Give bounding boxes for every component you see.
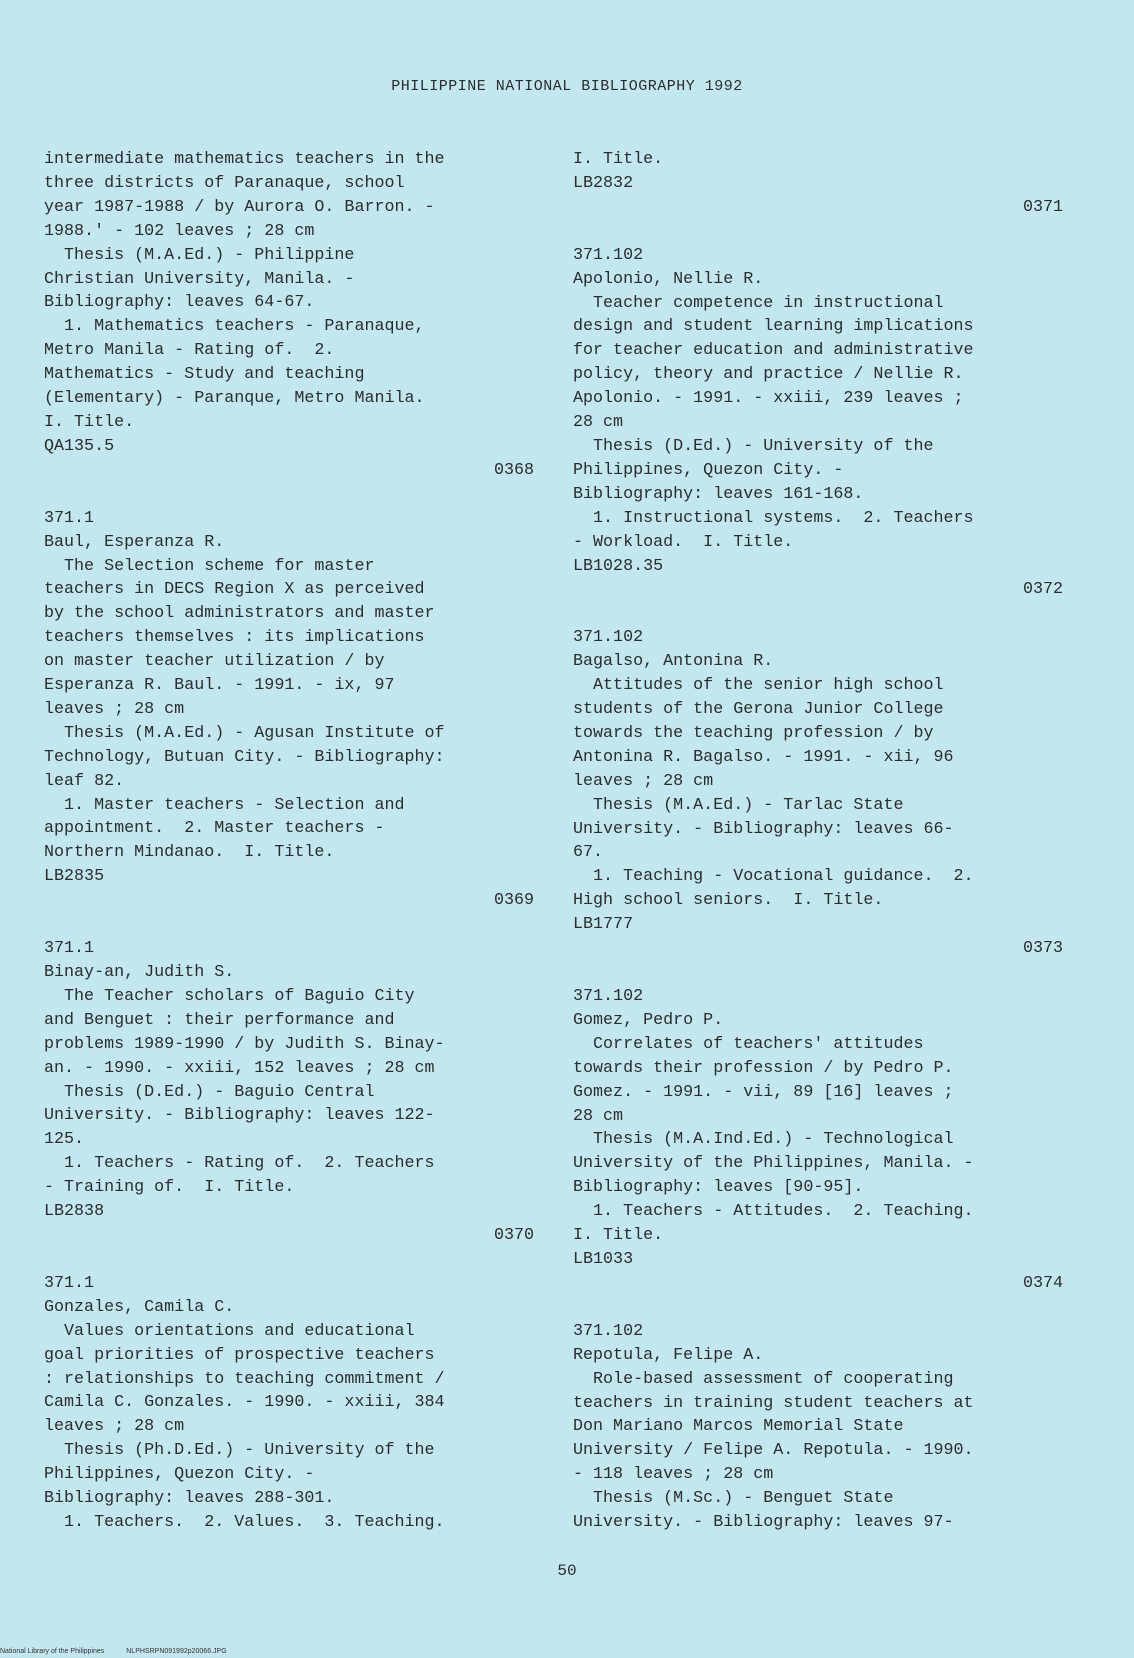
entry-line: an. - 1990. - xxiii, 152 leaves ; 28 cm [44, 1058, 435, 1078]
entry-line: on master teacher utilization / by [44, 652, 385, 672]
footer-library: National Library of the Philippines [0, 1648, 105, 1655]
entry-line: Teacher competence in instructional [573, 293, 944, 313]
entry-line: University. - Bibliography: leaves 97- [573, 1513, 954, 1533]
entry-line: Philippines, Quezon City. - [44, 1465, 315, 1485]
entry-line: 371.102 [573, 987, 644, 1006]
entry-line: design and student learning implications [573, 317, 974, 337]
entry-line: Thesis (M.A.Ed.) - Tarlac State [573, 795, 904, 815]
entry-line: Gomez, Pedro P. [573, 1010, 724, 1030]
entry-line: Antonina R. Bagalso. - 1991. - xii, 96 [573, 747, 954, 767]
footer-file: NLPHSRPN091992p20066.JPG [126, 1648, 227, 1655]
entry-line: LB1033 [573, 1249, 634, 1269]
entry-line: problems 1989-1990 / by Judith S. Binay- [44, 1034, 445, 1054]
entry-line: Apolonio, Nellie R. [573, 269, 764, 289]
entry-line: Philippines, Quezon City. - [573, 460, 844, 480]
entry-number: 0370 [493, 1225, 534, 1245]
entry-line: 1. Teachers - Rating of. 2. Teachers [44, 1154, 435, 1174]
entry-line: appointment. 2. Master teachers - [44, 819, 385, 839]
entry-line: three districts of Paranaque, school [44, 173, 405, 193]
entry-line: 67. [573, 843, 604, 863]
entry-line: teachers in training student teachers at [573, 1393, 974, 1413]
entry-line: 1. Teachers. 2. Values. 3. Teaching. [44, 1512, 445, 1532]
page-header: PHILIPPINE NATIONAL BIBLIOGRAPHY 1992 [391, 78, 743, 95]
entry-line: University. - Bibliography: leaves 122- [44, 1106, 435, 1126]
entry-line: I. Title. [573, 1226, 664, 1246]
entry-line: Binay-an, Judith S. [44, 963, 235, 982]
entry-line: towards the teaching profession / by [573, 723, 934, 743]
entry-line: Attitudes of the senior high school [573, 676, 944, 696]
entry-line: Thesis (M.A.Ed.) - Agusan Institute of [44, 723, 445, 743]
entry-line: University of the Philippines, Manila. - [573, 1154, 974, 1174]
bibliography-entry [44, 507, 534, 890]
entry-line: Camila C. Gonzales. - 1990. - xxiii, 384 [44, 1393, 445, 1413]
entry-line: Thesis (D.Ed.) - University of the [573, 436, 934, 456]
continued-entry [44, 148, 534, 459]
entry-line: Thesis (Ph.D.Ed.) - University of the [44, 1441, 435, 1461]
entry-line: LB2838 [44, 1202, 105, 1222]
entry-line: 371.1 [44, 939, 95, 959]
entry-line: goal priorities of prospective teachers [44, 1345, 435, 1365]
entry-line: Role-based assessment of cooperating [573, 1369, 954, 1389]
entry-line: Mathematics - Study and teaching [44, 365, 365, 385]
entry-number: 0373 [1022, 939, 1063, 959]
entry-line: 371.102 [573, 628, 644, 648]
entry-line: (Elementary) - Paranque, Metro Manila. [44, 389, 425, 409]
entry-line: teachers in DECS Region X as perceived [44, 580, 425, 600]
entry-line: I. Title. [44, 412, 135, 432]
entry-line: for teacher education and administrative [573, 341, 974, 361]
entry-line: teachers themselves : its implications [44, 628, 425, 648]
entry-line: by the school administrators and master [44, 604, 435, 624]
entry-line: Northern Mindanao. I. Title. [44, 843, 335, 863]
entry-line: leaf 82. [44, 771, 125, 791]
entry-line: Thesis (M.A.Ind.Ed.) - Technological [573, 1130, 954, 1150]
entry-line: Metro Manila - Rating of. 2. [44, 341, 335, 361]
entry-line: towards their profession / by Pedro P. [573, 1058, 954, 1078]
entry-number: 0374 [1022, 1273, 1063, 1293]
entry-line: LB1777 [573, 915, 634, 935]
entry-line: 371.1 [44, 508, 95, 528]
entry-line: LB1028.35 [573, 556, 664, 576]
entry-line: I. Title. [573, 150, 664, 169]
entry-line: - Training of. I. Title. [44, 1178, 295, 1198]
entry-line: Gonzales, Camila C. [44, 1297, 235, 1317]
entry-line: 1. Teachers - Attitudes. 2. Teaching. [573, 1202, 974, 1222]
entry-line: Don Mariano Marcos Memorial State [573, 1417, 904, 1437]
entry-line: 28 cm [573, 413, 624, 433]
entry-line: - 118 leaves ; 28 cm [573, 1465, 774, 1485]
entry-line: 125. [44, 1130, 85, 1150]
entry-line: Gomez. - 1991. - vii, 89 [16] leaves ; [573, 1082, 954, 1102]
entry-line: 1. Instructional systems. 2. Teachers [573, 508, 974, 528]
entry-number: 0371 [1022, 197, 1063, 217]
entry-line: Repotula, Felipe A. [573, 1345, 764, 1365]
entry-line: University / Felipe A. Repotula. - 1990. [573, 1441, 974, 1461]
entry-number: 0368 [493, 460, 534, 480]
right-column [573, 148, 1063, 1535]
entry-line: 371.102 [573, 245, 644, 265]
entry-line: leaves ; 28 cm [573, 771, 714, 791]
entry-line: Thesis (D.Ed.) - Baguio Central [44, 1082, 375, 1102]
entry-line: Thesis (M.Sc.) - Benguet State [573, 1489, 894, 1509]
bibliography-entry [44, 1272, 534, 1535]
entry-line: 371.1 [44, 1273, 95, 1293]
bibliography-entry [44, 937, 534, 1224]
entry-line: Baul, Esperanza R. [44, 532, 225, 552]
page-number: 50 [557, 1562, 577, 1580]
entry-line: 1. Teaching - Vocational guidance. 2. [573, 867, 974, 887]
entry-line: policy, theory and practice / Nellie R. [573, 365, 964, 385]
left-column [44, 148, 534, 1535]
entry-line: students of the Gerona Junior College [573, 700, 944, 720]
entry-line: intermediate mathematics teachers in the [44, 150, 445, 169]
entry-line: University. - Bibliography: leaves 66- [573, 819, 954, 839]
entry-line: 1988.' - 102 leaves ; 28 cm [44, 221, 315, 241]
entry-line: - Workload. I. Title. [573, 532, 794, 552]
entry-line: Values orientations and educational [44, 1321, 415, 1341]
bibliography-entry [573, 985, 1063, 1272]
bibliography-entry [573, 626, 1063, 937]
bibliography-entry [573, 244, 1063, 579]
entry-line: 1. Master teachers - Selection and [44, 795, 405, 815]
entry-line: Bibliography: leaves [90-95]. [573, 1178, 864, 1198]
entry-number: 0369 [493, 891, 534, 911]
entry-line: LB2835 [44, 867, 105, 887]
entry-line: and Benguet : their performance and [44, 1010, 395, 1030]
scan-footer [0, 1648, 247, 1655]
entry-line: Thesis (M.A.Ed.) - Philippine [44, 245, 355, 265]
entry-line: Christian University, Manila. - [44, 269, 355, 289]
entry-line: year 1987-1988 / by Aurora O. Barron. - [44, 197, 435, 217]
entry-line: Technology, Butuan City. - Bibliography: [44, 747, 445, 767]
entry-line: leaves ; 28 cm [44, 1417, 185, 1437]
entry-line: The Selection scheme for master [44, 556, 375, 576]
entry-line: Correlates of teachers' attitudes [573, 1034, 924, 1054]
entry-line: High school seniors. I. Title. [573, 891, 884, 911]
entry-line: Apolonio. - 1991. - xxiii, 239 leaves ; [573, 389, 964, 409]
entry-line: Esperanza R. Baul. - 1991. - ix, 97 [44, 676, 395, 696]
entry-line: Bibliography: leaves 161-168. [573, 484, 864, 504]
entry-line: QA135.5 [44, 436, 115, 456]
entry-line: 1. Mathematics teachers - Paranaque, [44, 317, 425, 337]
entry-number: 0372 [1022, 580, 1063, 600]
entry-line: : relationships to teaching commitment / [44, 1369, 445, 1389]
entry-line: LB2832 [573, 173, 634, 193]
entry-line: 28 cm [573, 1106, 624, 1126]
entry-line: 371.102 [573, 1321, 644, 1341]
continued-entry [573, 148, 1063, 196]
entry-line: The Teacher scholars of Baguio City [44, 986, 415, 1006]
entry-line: Bibliography: leaves 64-67. [44, 293, 315, 313]
entry-line: leaves ; 28 cm [44, 699, 185, 719]
entry-line: Bagalso, Antonina R. [573, 652, 774, 672]
bibliography-entry [573, 1320, 1063, 1535]
entry-line: Bibliography: leaves 288-301. [44, 1489, 335, 1509]
